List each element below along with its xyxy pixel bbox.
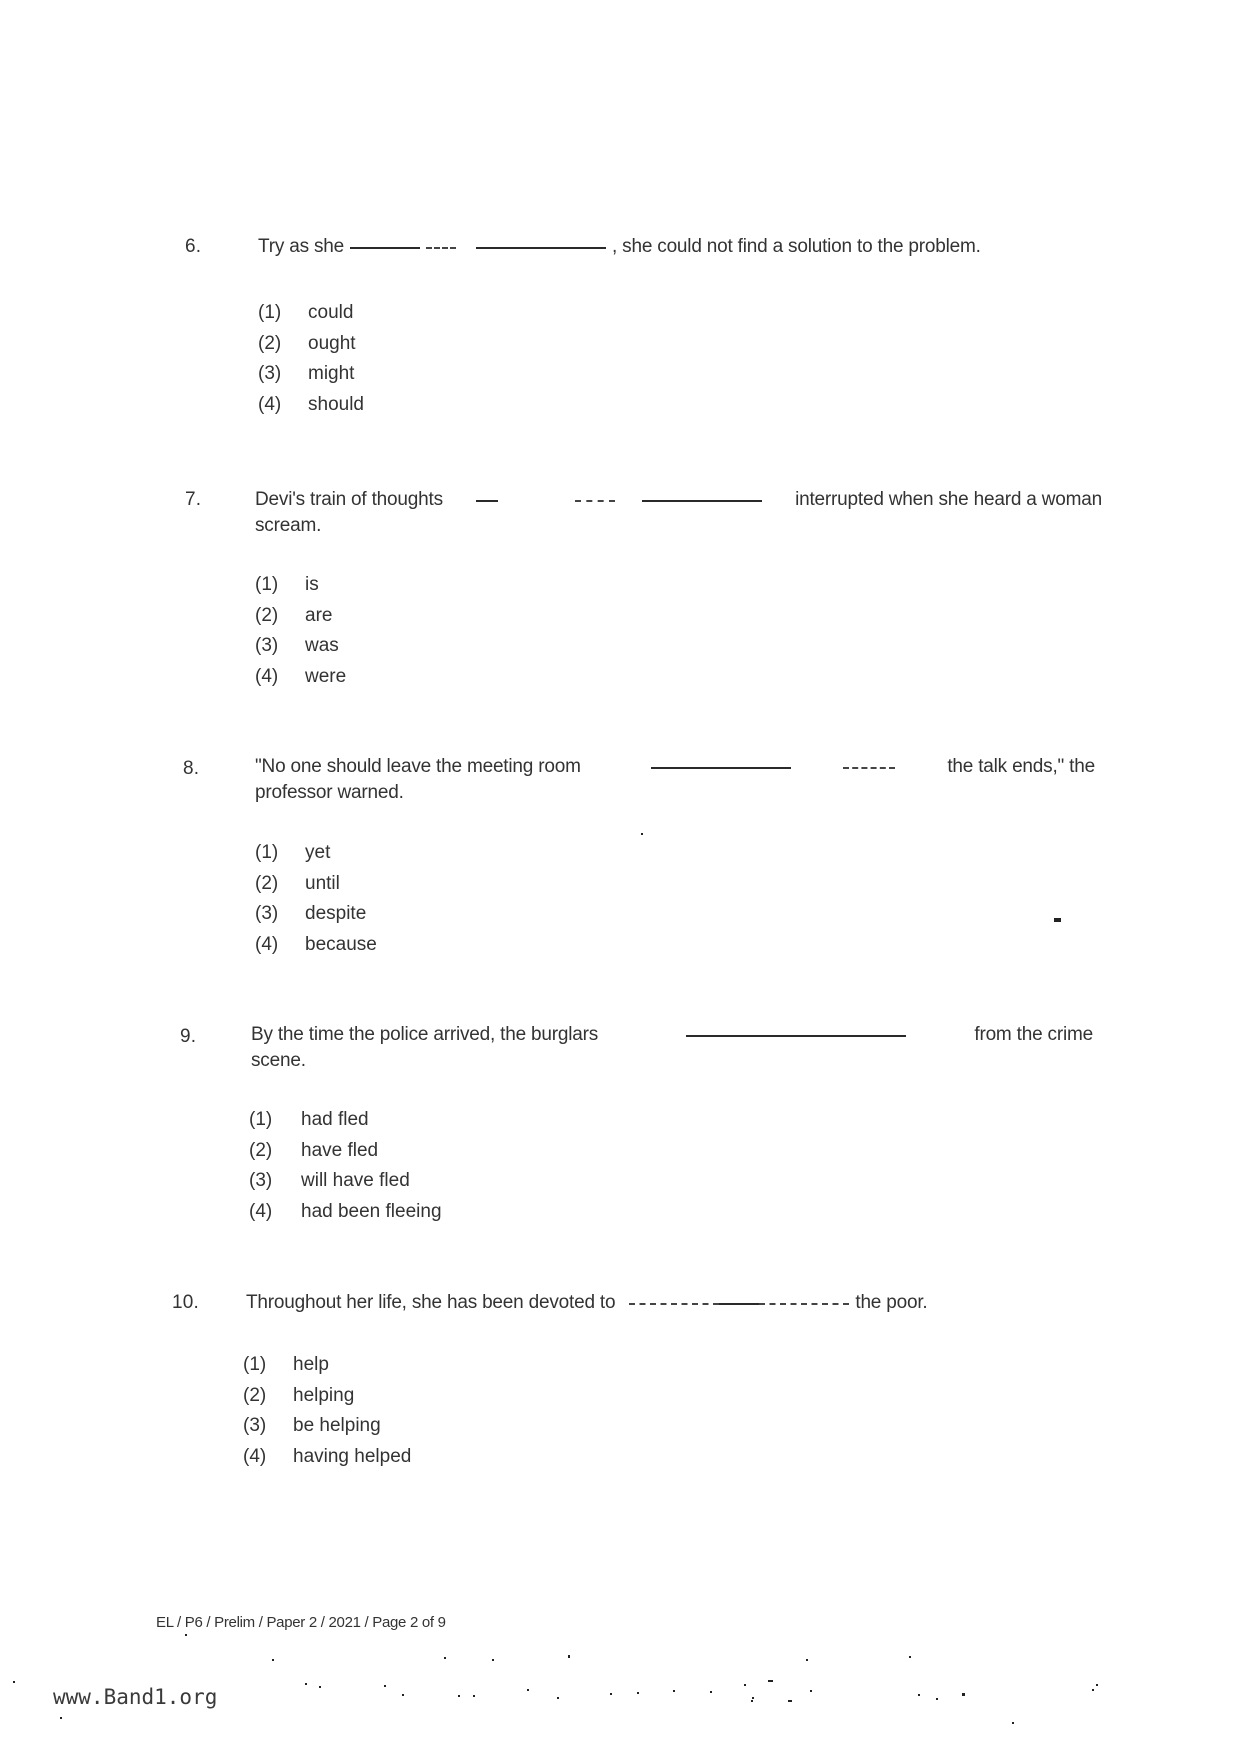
scan-speck [527,1689,529,1691]
question-text [246,1290,1026,1316]
question-text-before: Throughout her life, she has been devoted to [246,1292,616,1313]
scan-speck [710,1691,712,1693]
option[interactable]: (1) help [243,1354,329,1375]
scan-speck [568,1655,570,1658]
question-number: 6. [185,236,202,257]
question-number: 9. [180,1026,197,1047]
scan-speck [402,1694,404,1696]
answer-blank [651,767,791,769]
answer-blank [686,1035,906,1037]
scan-speck [492,1659,494,1661]
question-text-after: the poor. [855,1292,928,1313]
scan-speck [319,1686,321,1688]
scan-speck [1054,918,1061,922]
option[interactable]: (2) until [255,872,340,894]
answer-blank [642,500,762,502]
scan-speck [444,1657,446,1659]
option[interactable]: (2) have fled [249,1139,379,1161]
scan-speck [305,1683,307,1685]
question-text [255,487,1102,539]
page-footer: EL / P6 / Prelim / Paper 2 / 2021 / Page 2 of 9 [156,1614,446,1631]
option[interactable]: (2) are [255,604,333,626]
question-text-before: Try as she [258,236,344,257]
scan-speck [752,1697,754,1699]
options-list [255,570,346,692]
option[interactable]: (1) is [255,574,319,595]
scan-speck [810,1690,812,1692]
scan-speck [60,1717,62,1719]
answer-blank-dotted [843,767,895,769]
scan-speck [744,1684,746,1686]
scan-speck [673,1690,675,1692]
option[interactable]: (4) were [255,665,347,687]
option[interactable]: (3) was [255,635,339,656]
option[interactable]: (3) be helping [243,1415,381,1436]
question-text-after: from the crime [974,1024,1093,1045]
question-text [251,1022,1093,1074]
scan-speck [1012,1722,1014,1724]
option[interactable]: (2) helping [243,1384,355,1406]
options-list [258,298,364,420]
scan-speck [641,833,643,835]
scan-speck [788,1700,792,1702]
scan-speck [384,1685,386,1687]
question-text-after: the talk ends," the [947,756,1095,777]
question-text-before: "No one should leave the meeting room [255,756,581,777]
option[interactable]: (4) should [258,393,364,415]
answer-blank [719,1303,759,1305]
option[interactable]: (1) had fled [249,1109,369,1130]
option[interactable]: (4) had been fleeing [249,1200,442,1222]
scan-speck [557,1697,559,1699]
scan-speck [936,1698,938,1700]
question-text-continuation: professor warned. [255,782,404,803]
question-text-continuation: scene. [251,1050,306,1071]
scan-speck [918,1694,920,1696]
option[interactable]: (1) could [258,302,354,323]
answer-blank-dotted [575,500,615,502]
option[interactable]: (4) having helped [243,1445,412,1467]
scan-speck [1092,1689,1094,1691]
watermark[interactable]: www.Band1.org [53,1685,218,1709]
options-list [249,1105,442,1227]
question-text [255,754,1095,806]
answer-blank [350,247,420,249]
question-text-after: interrupted when she heard a woman [795,489,1102,510]
answer-blank [476,247,606,249]
scan-speck [185,1634,187,1636]
answer-blank-dotted [629,1303,719,1305]
option[interactable]: (2) ought [258,332,356,354]
question-text-before: Devi's train of thoughts [255,489,443,510]
question-number: 8. [183,758,200,779]
scan-speck [272,1659,274,1661]
scan-speck [458,1695,460,1697]
option[interactable]: (4) because [255,933,377,955]
answer-blank [476,500,498,502]
scan-speck [1096,1684,1098,1686]
option[interactable]: (3) will have fled [249,1170,410,1191]
question-number: 10. [172,1292,200,1313]
option[interactable]: (1) yet [255,842,331,863]
question-text [258,234,1038,260]
scan-speck [962,1693,965,1696]
option[interactable]: (3) despite [255,903,367,924]
question-text-after: , she could not find a solution to the problem. [612,236,981,257]
question-number: 7. [185,489,202,510]
question-text-before: By the time the police arrived, the burglars [251,1024,599,1045]
answer-blank-dotted [426,247,456,249]
scan-speck [768,1680,773,1682]
scan-speck [751,1700,753,1702]
answer-blank-dotted [759,1303,849,1305]
scan-speck [909,1656,911,1658]
scan-speck [13,1681,15,1683]
scan-speck [610,1693,612,1695]
scan-speck [806,1659,808,1661]
scan-speck [637,1692,639,1694]
options-list [243,1350,411,1472]
question-text-continuation: scream. [255,515,322,536]
option[interactable]: (3) might [258,363,355,384]
options-list [255,838,377,960]
scan-speck [473,1695,475,1697]
